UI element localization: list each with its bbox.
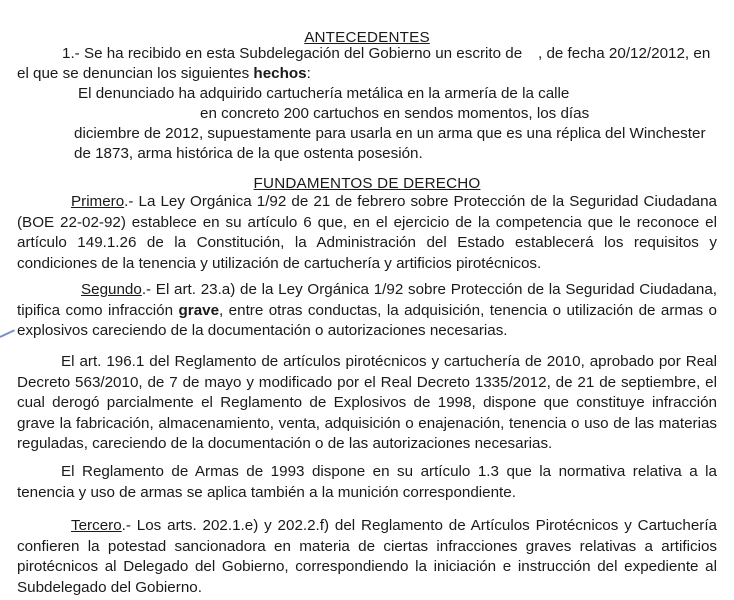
fundamento-reglamento-armas: El Reglamento de Armas de 1993 dispone en su artículo 1.3 que la normativa relativa a la tenencia y uso de armas se aplica también a la munición correspondiente. — [17, 463, 717, 501]
segundo-text-end: , entre otras conductas, la adquisición, tenencia o utilización de armas o explosivos careciendo de la documentación o autorizaciones necesarias. — [17, 301, 717, 339]
hechos-colon: : — [306, 65, 311, 82]
fundamento-segundo — [17, 280, 717, 342]
primero-label: Primero — [71, 193, 125, 210]
segundo-label: Segundo — [81, 281, 142, 298]
antecedentes-intro-date: , de fecha 20/12/2012, en — [538, 45, 711, 62]
tercero-text: .- Los arts. 202.1.e) y 202.2.f) del Reglamento de Artículos Pirotécnicos y Cartuchería confieren la potestad sancionadora en materia de ciertas infracciones graves relativas a artificios pirotécnicos al Delegado del Gobierno, correspondiendo la iniciación e instrucción del expediente al Subdelegado del Gobierno. — [17, 517, 717, 596]
fundamento-primero — [17, 192, 717, 274]
tercero-label: Tercero — [71, 517, 122, 534]
hechos-line-armeria: El denunciado ha adquirido cartuchería metálica en la armería de la calle — [78, 85, 570, 102]
margin-ink-stroke — [0, 329, 15, 338]
fundamentos-heading: FUNDAMENTOS DE DERECHO — [253, 175, 481, 192]
antecedentes-hechos-line — [17, 64, 311, 85]
fundamento-art196: El art. 196.1 del Reglamento de artículos pirotécnicos y cartuchería de 2010, aprobado por Real Decreto 563/2010, de 7 de mayo y modificado por el Real Decreto 1335/2012, de 21 de septiembre, el cual derogó parcialmente el Reglamento de Explosivos de 1998, dispone que constituye infracción grave la fabricación, almacenamiento, venta, adquisición o enajenación, tenencia o uso de las materias reguladas, careciendo de la documentación o de las autorizaciones necesarias. — [17, 353, 717, 452]
hechos-bold-text: hechos — [253, 65, 307, 82]
fundamento-tercero — [17, 516, 717, 598]
hechos-line-cartuchos: en concreto 200 cartuchos en sendos momentos, los días — [200, 105, 590, 122]
hechos-line-winchester: diciembre de 2012, supuestamente para usarla en un arma que es una réplica del Winchester — [74, 125, 706, 142]
segundo-grave-bold: grave — [178, 301, 220, 319]
antecedentes-intro-start: 1.- Se ha recibido en esta Subdelegación del Gobierno un escrito de — [62, 45, 523, 62]
segundo-text-start: .- El art. 23.a) de la Ley Orgánica 1/92 sobre Protección de la Seguridad Ciudadana, tipifica como infracción — [17, 281, 717, 319]
hechos-intro-text: el que se denuncian los siguientes — [17, 65, 254, 82]
hechos-line-posesion: de 1873, arma histórica de la que ostenta posesión. — [74, 145, 423, 162]
antecedentes-heading: ANTECEDENTES — [304, 29, 430, 46]
primero-text: .- La Ley Orgánica 1/92 de 21 de febrero sobre Protección de la Seguridad Ciudadana (BOE 22-02-92) establece en su artículo 6 que, en el ejercicio de la competencia que le reconoce el artículo 149.1.26 de la Constitución, la Administración del Estado establecerá los requisitos y condiciones de la tenencia y utilización de cartuchería y artificios pirotécnicos. — [17, 193, 717, 272]
